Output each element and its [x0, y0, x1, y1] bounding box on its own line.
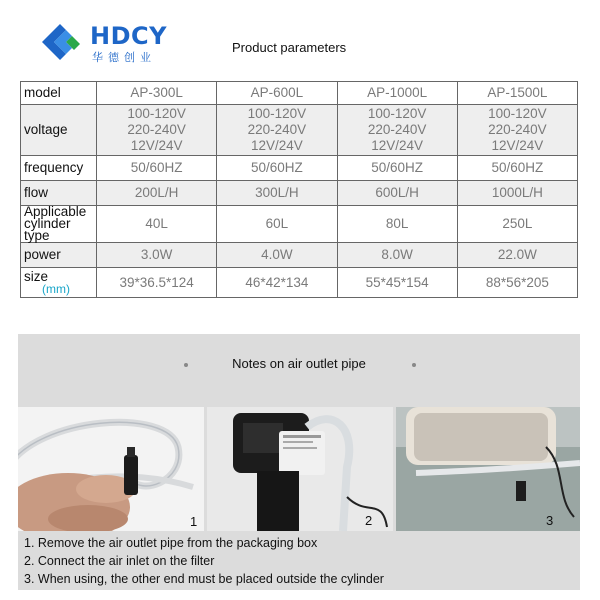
photo-filter-pump [207, 407, 393, 531]
row-label-voltage: voltage [21, 105, 97, 156]
table-row [21, 268, 578, 298]
size-cell: 39*36.5*124 [97, 268, 217, 298]
cylinder-cell: 60L [217, 206, 337, 243]
photo-number: 3 [546, 513, 554, 528]
bullet-dot-icon [412, 363, 416, 367]
brand-logo [38, 20, 188, 66]
air-outlet-notes-panel [18, 334, 580, 590]
frequency-cell: 50/60HZ [337, 156, 457, 181]
cylinder-cell: 80L [337, 206, 457, 243]
size-unit: (mm) [42, 281, 70, 296]
frequency-cell: 50/60HZ [457, 156, 577, 181]
page-title: Product parameters [232, 40, 347, 55]
list-item: 1. Remove the air outlet pipe from the packaging box [24, 536, 318, 550]
table-row [21, 206, 578, 243]
brand-name: HDCY [90, 22, 167, 50]
list-item: 2. Connect the air inlet on the filter [24, 554, 215, 568]
table-row [21, 82, 578, 105]
power-cell: 8.0W [337, 243, 457, 268]
flow-cell: 200L/H [97, 181, 217, 206]
table-row [21, 181, 578, 206]
brand-subtitle: 华德创业 [92, 52, 156, 64]
size-cell: 88*56*205 [457, 268, 577, 298]
row-label-cylinder-type: Applicable cylinder type [21, 206, 97, 243]
model-cell: AP-1000L [337, 82, 457, 105]
product-parameters-table [20, 81, 578, 298]
frequency-cell: 50/60HZ [97, 156, 217, 181]
cylinder-cell: 250L [457, 206, 577, 243]
size-cell: 55*45*154 [337, 268, 457, 298]
row-label-size: size (mm) [21, 268, 97, 298]
row-label-flow: flow [21, 181, 97, 206]
size-cell: 46*42*134 [217, 268, 337, 298]
model-cell: AP-300L [97, 82, 217, 105]
photo-number: 2 [365, 513, 373, 528]
voltage-cell: 100-120V 220-240V 12V/24V [217, 105, 337, 156]
cylinder-cell: 40L [97, 206, 217, 243]
model-cell: AP-1500L [457, 82, 577, 105]
instruction-steps [24, 534, 384, 588]
table-row [21, 156, 578, 181]
photo-number: 1 [190, 514, 198, 529]
flow-cell: 600L/H [337, 181, 457, 206]
flow-cell: 300L/H [217, 181, 337, 206]
notes-title: Notes on air outlet pipe [232, 356, 366, 371]
row-label-power: power [21, 243, 97, 268]
voltage-cell: 100-120V 220-240V 12V/24V [337, 105, 457, 156]
table-row [21, 243, 578, 268]
frequency-cell: 50/60HZ [217, 156, 337, 181]
photo-pipe-in-hand [18, 407, 204, 531]
row-label-model: model [21, 82, 97, 105]
voltage-cell: 100-120V 220-240V 12V/24V [97, 105, 217, 156]
flow-cell: 1000L/H [457, 181, 577, 206]
list-item: 3. When using, the other end must be placed outside the cylinder [24, 572, 384, 586]
voltage-cell: 100-120V 220-240V 12V/24V [457, 105, 577, 156]
model-cell: AP-600L [217, 82, 337, 105]
table-row [21, 105, 578, 156]
power-cell: 22.0W [457, 243, 577, 268]
photo-aquarium-installation [396, 407, 580, 531]
hdcy-logo-icon [38, 20, 82, 64]
row-label-frequency: frequency [21, 156, 97, 181]
power-cell: 4.0W [217, 243, 337, 268]
power-cell: 3.0W [97, 243, 217, 268]
